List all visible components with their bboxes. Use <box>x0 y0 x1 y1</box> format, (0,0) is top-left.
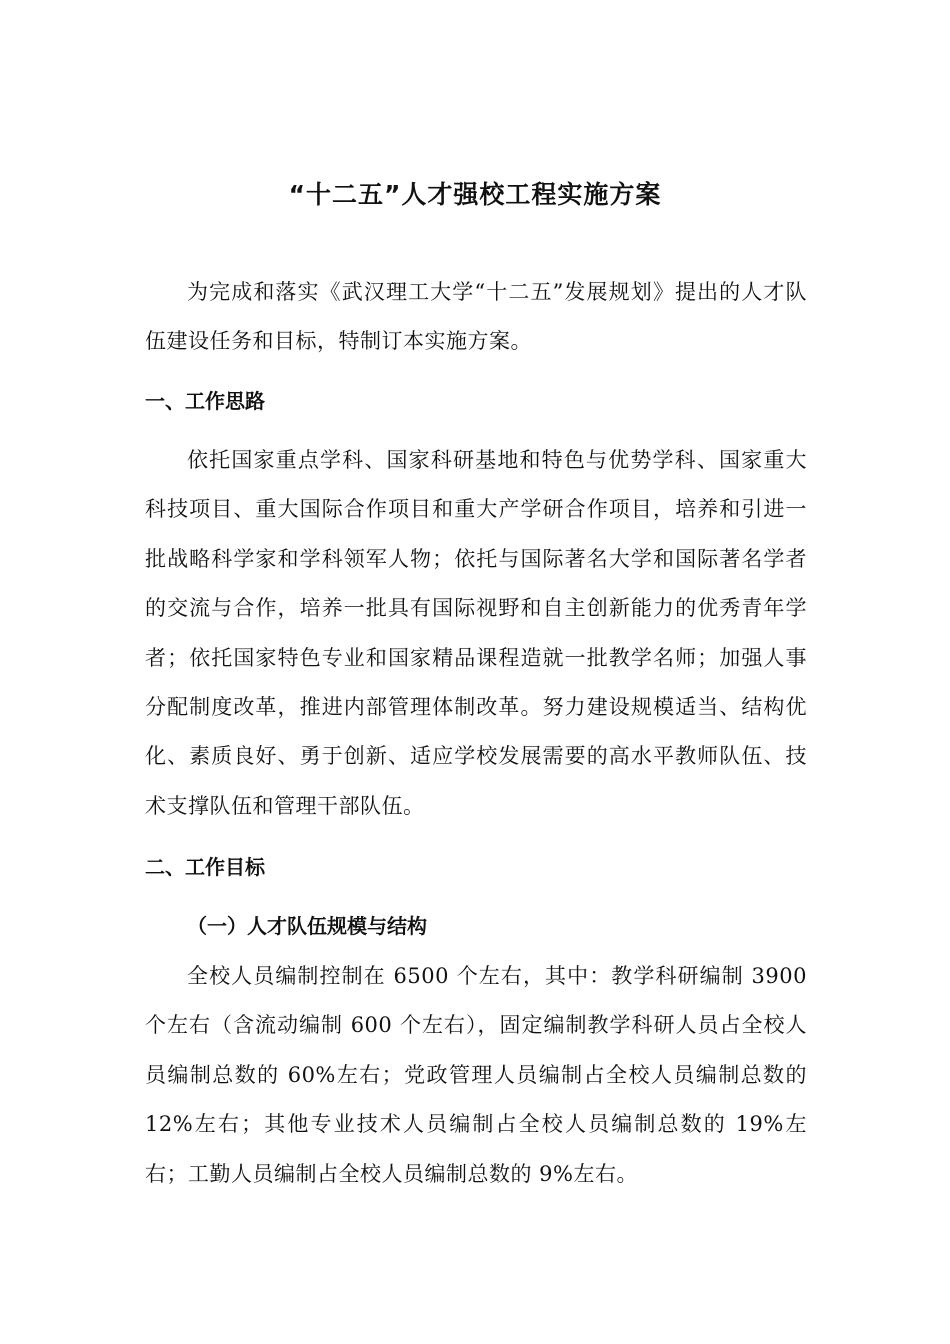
section-heading-work-approach: 一、工作思路 <box>145 389 265 413</box>
section-heading-work-goals: 二、工作目标 <box>145 855 265 879</box>
section-work-approach-body: 依托国家重点学科、国家科研基地和特色与优势学科、国家重大科技项目、重大国际合作项目和重大产学研合作项目，培养和引进一批战略科学家和学科领军人物；依托与国际著名大学和国际著名学者的交流与合作，培养一批具有国际视野和自主创新能力的优秀青年学者；依托国家特色专业和国家精品课程造就一批教学名师；加强人事分配制度改革，推进内部管理体制改革。努力建设规模适当、结构优化、素质良好、勇于创新、适应学校发展需要的高水平教师队伍、技术支撑队伍和管理干部队伍。 <box>145 448 807 818</box>
intro-paragraph: 为完成和落实《武汉理工大学“十二五”发展规划》提出的人才队伍建设任务和目标，特制订本实施方案。 <box>145 280 807 354</box>
document-title: “十二五”人才强校工程实施方案 <box>288 180 662 209</box>
subsection-heading-talent-scale: （一）人才队伍规模与结构 <box>187 914 427 938</box>
subsection-talent-scale-body: 全校人员编制控制在 6500 个左右，其中：教学科研编制 3900 个左右（含流动编制 600 个左右），固定编制教学科研人员占全校人员编制总数的 60%左右；党政管理人员编制占全校人员编制总数的 12%左右；其他专业技术人员编制占全校人员编制总数的 19%左右；工勤人员编制占全校人员编制总数的 9%左右。 <box>145 964 807 1186</box>
